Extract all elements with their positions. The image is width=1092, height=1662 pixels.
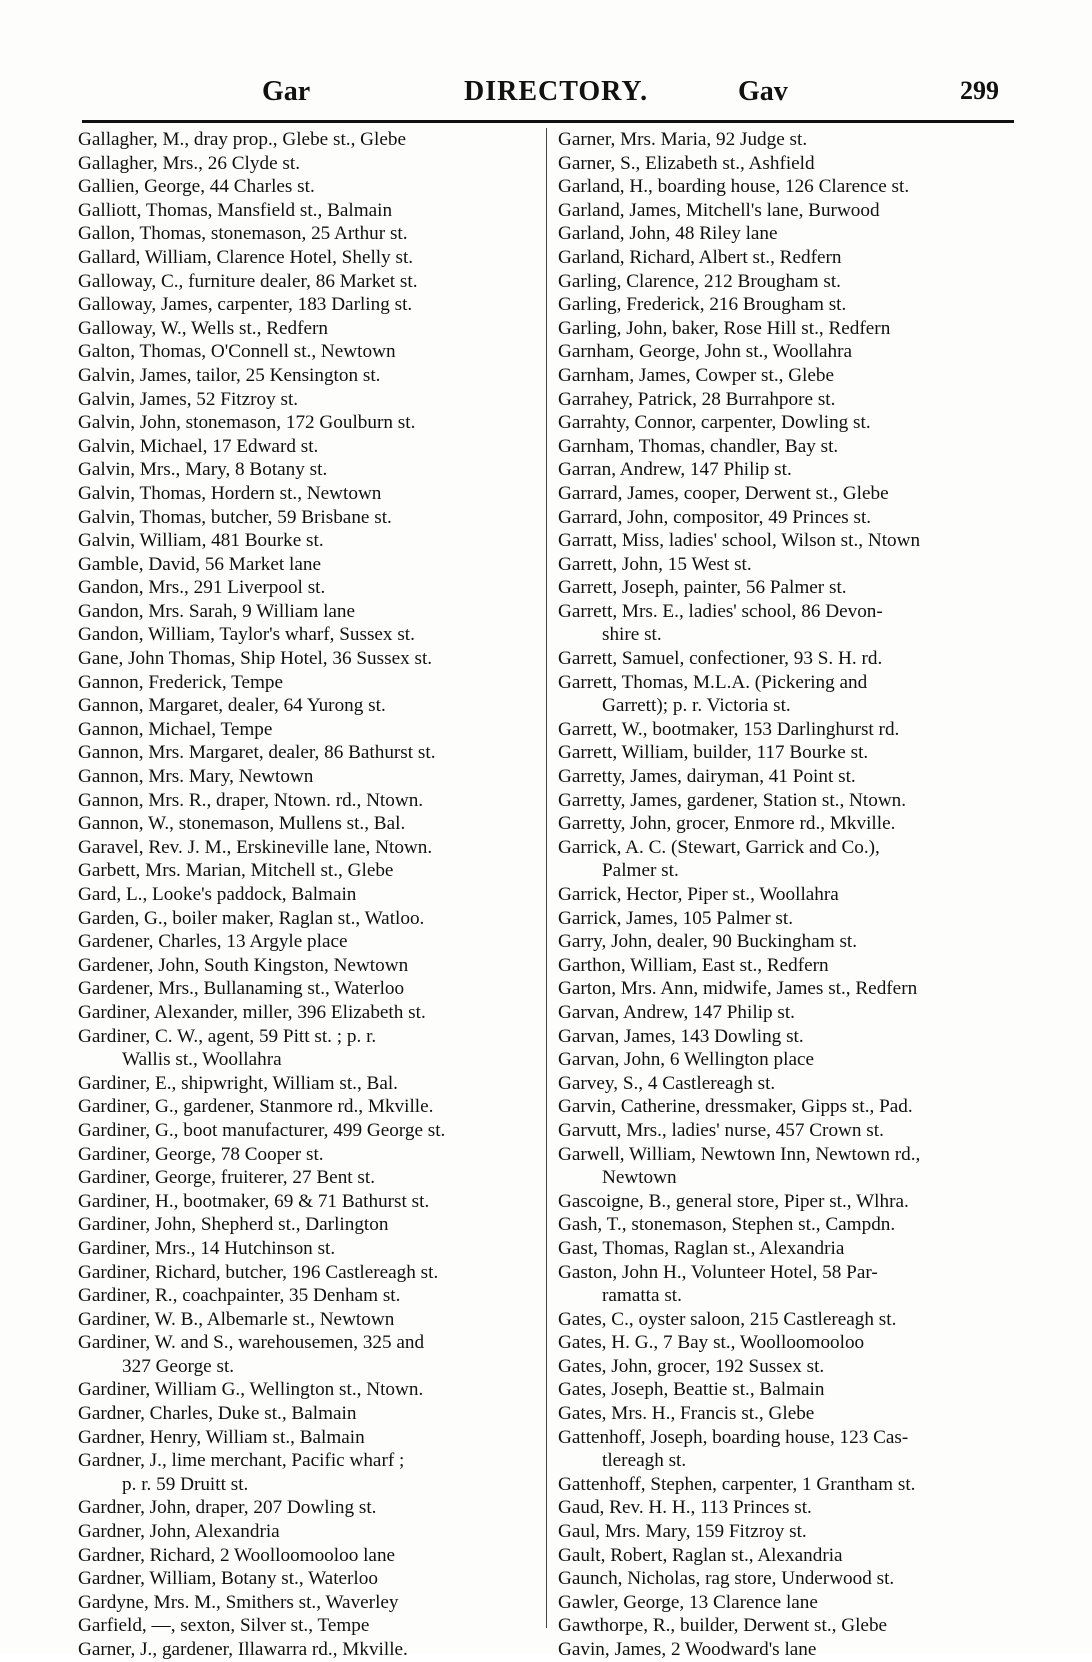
directory-entry: Garfield, —, sexton, Silver st., Tempe xyxy=(78,1615,370,1637)
directory-entry: Gates, John, grocer, 192 Sussex st. xyxy=(558,1355,825,1377)
directory-entry: Gardener, John, South Kingston, Newtown xyxy=(78,954,409,976)
directory-entry: Gaunch, Nicholas, rag store, Underwood st. xyxy=(558,1568,895,1590)
directory-entry: Gamble, David, 56 Market lane xyxy=(78,553,321,575)
directory-entry-continuation: shire st. xyxy=(602,624,662,646)
directory-entry: Garrick, A. C. (Stewart, Garrick and Co.), xyxy=(558,836,880,858)
directory-entry: Garrick, James, 105 Palmer st. xyxy=(558,907,793,929)
directory-entry: Gardiner, Mrs., 14 Hutchinson st. xyxy=(78,1237,336,1259)
directory-entry: Gavin, James, 2 Woodward's lane xyxy=(558,1639,817,1660)
directory-entry: Garvan, Andrew, 147 Philip st. xyxy=(558,1001,795,1023)
directory-entry: Garland, H., boarding house, 126 Clarence st. xyxy=(558,176,910,198)
directory-entry: Gaul, Mrs. Mary, 159 Fitzroy st. xyxy=(558,1521,807,1543)
directory-entry: Gardner, J., lime merchant, Pacific wharf ; xyxy=(78,1450,405,1472)
directory-entry: Gates, Joseph, Beattie st., Balmain xyxy=(558,1379,825,1401)
directory-entry: Garthon, William, East st., Redfern xyxy=(558,954,829,976)
page-number: 299 xyxy=(960,76,999,105)
left-column xyxy=(78,128,538,1662)
directory-entry: Garrett, Mrs. E., ladies' school, 86 Devon- xyxy=(558,600,883,622)
directory-entry: Gannon, Margaret, dealer, 64 Yurong st. xyxy=(78,695,386,717)
directory-entry: Gannon, Mrs. R., draper, Ntown. rd., Ntown. xyxy=(78,789,424,811)
directory-entry: Gawler, George, 13 Clarence lane xyxy=(558,1591,818,1613)
directory-entry: Garrett, Samuel, confectioner, 93 S. H. rd. xyxy=(558,648,883,670)
directory-entry: Gardner, Charles, Duke st., Balmain xyxy=(78,1403,357,1425)
header-left-guide-word: Gar xyxy=(262,76,311,107)
directory-entry: Gardner, William, Botany st., Waterloo xyxy=(78,1568,378,1590)
directory-entry: Gardiner, G., gardener, Stanmore rd., Mkville. xyxy=(78,1096,434,1118)
header-title: DIRECTORY. xyxy=(464,76,649,107)
directory-entry: Garretty, John, grocer, Enmore rd., Mkville. xyxy=(558,813,896,835)
directory-entry: Galvin, Michael, 17 Edward st. xyxy=(78,435,319,457)
directory-entry: Garretty, James, dairyman, 41 Point st. xyxy=(558,766,856,788)
directory-entry: Garrett, William, builder, 117 Bourke st. xyxy=(558,742,869,764)
directory-entry: Gane, John Thomas, Ship Hotel, 36 Sussex st. xyxy=(78,648,433,670)
directory-entry-continuation: ramatta st. xyxy=(602,1285,682,1307)
directory-entry: Gardiner, Alexander, miller, 396 Elizabeth st. xyxy=(78,1001,426,1023)
directory-entry: Gardyne, Mrs. M., Smithers st., Waverley xyxy=(78,1591,399,1613)
directory-entry: Gardiner, John, Shepherd st., Darlington xyxy=(78,1214,389,1236)
directory-entry: Gardner, Henry, William st., Balmain xyxy=(78,1426,365,1448)
directory-entry-continuation: Palmer st. xyxy=(602,860,679,882)
directory-entry: Garrett, Thomas, M.L.A. (Pickering and xyxy=(558,671,868,693)
directory-entry: Galloway, James, carpenter, 183 Darling st. xyxy=(78,294,413,316)
page-header xyxy=(0,76,1092,118)
directory-entry-continuation: 327 George st. xyxy=(122,1355,235,1377)
directory-entry: Garratt, Miss, ladies' school, Wilson st., Ntown xyxy=(558,530,921,552)
directory-entry: Garling, Clarence, 212 Brougham st. xyxy=(558,270,841,292)
directory-entry: Galliott, Thomas, Mansfield st., Balmain xyxy=(78,199,393,221)
directory-entry: Galvin, William, 481 Bourke st. xyxy=(78,530,324,552)
directory-entry: Garnham, James, Cowper st., Glebe xyxy=(558,364,835,386)
directory-entry: Gallien, George, 44 Charles st. xyxy=(78,176,315,198)
directory-entry: Garner, S., Elizabeth st., Ashfield xyxy=(558,152,815,174)
directory-entry: Garland, James, Mitchell's lane, Burwood xyxy=(558,199,880,221)
directory-entry: Gardner, John, Alexandria xyxy=(78,1521,280,1543)
directory-entry: Gardiner, Richard, butcher, 196 Castlereagh st. xyxy=(78,1261,439,1283)
directory-entry: Gallon, Thomas, stonemason, 25 Arthur st. xyxy=(78,223,408,245)
directory-entry: Garretty, James, gardener, Station st., Ntown. xyxy=(558,789,907,811)
directory-entry: Gash, T., stonemason, Stephen st., Campdn. xyxy=(558,1214,896,1236)
directory-entry: Gardiner, G., boot manufacturer, 499 George st. xyxy=(78,1119,446,1141)
directory-entry: Garbett, Mrs. Marian, Mitchell st., Glebe xyxy=(78,860,394,882)
directory-entry-continuation: Newtown xyxy=(602,1167,677,1189)
directory-entry: Gattenhoff, Joseph, boarding house, 123 Cas- xyxy=(558,1426,909,1448)
directory-entry: Gallagher, M., dray prop., Glebe st., Glebe xyxy=(78,129,406,150)
directory-entry: Gawthorpe, R., builder, Derwent st., Glebe xyxy=(558,1615,888,1637)
directory-entry: Garton, Mrs. Ann, midwife, James st., Redfern xyxy=(558,978,918,1000)
directory-entry: Garnham, Thomas, chandler, Bay st. xyxy=(558,435,839,457)
directory-entry: Gannon, Frederick, Tempe xyxy=(78,671,284,693)
directory-entry: Galloway, C., furniture dealer, 86 Market st. xyxy=(78,270,418,292)
directory-entry: Garland, Richard, Albert st., Redfern xyxy=(558,246,842,268)
directory-entry: Gaud, Rev. H. H., 113 Princes st. xyxy=(558,1497,812,1519)
directory-entry: Gascoigne, B., general store, Piper st., Wlhra. xyxy=(558,1190,909,1212)
column-divider xyxy=(546,128,547,1628)
directory-entry: Gardener, Charles, 13 Argyle place xyxy=(78,931,348,953)
directory-entry: Gardiner, George, 78 Cooper st. xyxy=(78,1143,324,1165)
directory-entry: Garvin, Catherine, dressmaker, Gipps st., Pad. xyxy=(558,1096,913,1118)
header-rule xyxy=(82,120,1014,123)
directory-entry: Galvin, Thomas, Hordern st., Newtown xyxy=(78,482,382,504)
directory-entry: Gandon, Mrs. Sarah, 9 William lane xyxy=(78,600,356,622)
directory-entry: Gardener, Mrs., Bullanaming st., Waterloo xyxy=(78,978,405,1000)
directory-entry: Garnham, George, John st., Woollahra xyxy=(558,341,853,363)
right-column xyxy=(558,128,1018,1662)
directory-entry: Garner, Mrs. Maria, 92 Judge st. xyxy=(558,129,808,150)
directory-entry: Garwell, William, Newtown Inn, Newtown rd., xyxy=(558,1143,921,1165)
directory-entry: Garvutt, Mrs., ladies' nurse, 457 Crown st. xyxy=(558,1119,884,1141)
directory-entry: Galvin, John, stonemason, 172 Goulburn st. xyxy=(78,412,416,434)
directory-entry: Galvin, James, tailor, 25 Kensington st. xyxy=(78,364,381,386)
directory-entry: Gallard, William, Clarence Hotel, Shelly st. xyxy=(78,246,414,268)
directory-entry: Gardiner, W. and S., warehousemen, 325 and xyxy=(78,1332,425,1354)
directory-entry: Garland, John, 48 Riley lane xyxy=(558,223,778,245)
directory-entry: Gardiner, E., shipwright, William st., Bal. xyxy=(78,1072,398,1094)
directory-entry: Gault, Robert, Raglan st., Alexandria xyxy=(558,1544,843,1566)
directory-entry: Garner, J., gardener, Illawarra rd., Mkville. xyxy=(78,1639,408,1660)
directory-entry: Garling, John, baker, Rose Hill st., Redfern xyxy=(558,317,891,339)
directory-entry: Gardiner, W. B., Albemarle st., Newtown xyxy=(78,1308,395,1330)
directory-entry: Garry, John, dealer, 90 Buckingham st. xyxy=(558,931,858,953)
directory-entry: Garrett, John, 15 West st. xyxy=(558,553,752,575)
directory-entry-continuation: Wallis st., Woollahra xyxy=(122,1049,282,1071)
directory-entry: Gannon, Michael, Tempe xyxy=(78,718,273,740)
directory-entry: Gallagher, Mrs., 26 Clyde st. xyxy=(78,152,300,174)
header-right-guide-word: Gav xyxy=(738,76,788,107)
directory-entry: Gattenhoff, Stephen, carpenter, 1 Grantham st. xyxy=(558,1473,916,1495)
directory-entry: Galton, Thomas, O'Connell st., Newtown xyxy=(78,341,396,363)
directory-entry: Gaston, John H., Volunteer Hotel, 58 Par- xyxy=(558,1261,878,1283)
directory-entry: Gast, Thomas, Raglan st., Alexandria xyxy=(558,1237,845,1259)
directory-entry: Garrahey, Patrick, 28 Burrahpore st. xyxy=(558,388,836,410)
directory-entry: Garrard, John, compositor, 49 Princes st. xyxy=(558,506,872,528)
directory-entry: Galloway, W., Wells st., Redfern xyxy=(78,317,328,339)
directory-entry: Gannon, Mrs. Mary, Newtown xyxy=(78,766,314,788)
directory-entry: Gates, Mrs. H., Francis st., Glebe xyxy=(558,1403,815,1425)
directory-entry: Gardner, Richard, 2 Woolloomooloo lane xyxy=(78,1544,396,1566)
directory-entry: Gates, C., oyster saloon, 215 Castlereagh st. xyxy=(558,1308,897,1330)
directory-entry: Gates, H. G., 7 Bay st., Woolloomooloo xyxy=(558,1332,865,1354)
directory-entry: Garrett, Joseph, painter, 56 Palmer st. xyxy=(558,577,847,599)
directory-entry: Garran, Andrew, 147 Philip st. xyxy=(558,459,792,481)
directory-entry: Gannon, W., stonemason, Mullens st., Bal. xyxy=(78,813,406,835)
directory-entry: Gardiner, H., bootmaker, 69 & 71 Bathurst st. xyxy=(78,1190,430,1212)
directory-entry: Garvey, S., 4 Castlereagh st. xyxy=(558,1072,776,1094)
directory-entry: Garrard, James, cooper, Derwent st., Glebe xyxy=(558,482,889,504)
directory-entry-continuation: Garrett); p. r. Victoria st. xyxy=(602,695,791,717)
directory-entry: Gardiner, C. W., agent, 59 Pitt st. ; p. r. xyxy=(78,1025,377,1047)
directory-entry: Gandon, William, Taylor's wharf, Sussex st. xyxy=(78,624,415,646)
directory-entry-continuation: tlereagh st. xyxy=(602,1450,687,1472)
directory-entry: Garvan, James, 143 Dowling st. xyxy=(558,1025,804,1047)
directory-entry: Garvan, John, 6 Wellington place xyxy=(558,1049,815,1071)
directory-entry: Galvin, Thomas, butcher, 59 Brisbane st. xyxy=(78,506,392,528)
directory-entry: Galvin, Mrs., Mary, 8 Botany st. xyxy=(78,459,328,481)
directory-entry: Gardiner, George, fruiterer, 27 Bent st. xyxy=(78,1167,376,1189)
directory-entry: Garrick, Hector, Piper st., Woollahra xyxy=(558,884,839,905)
directory-entry: Garden, G., boiler maker, Raglan st., Watloo. xyxy=(78,907,425,929)
directory-entry-continuation: p. r. 59 Druitt st. xyxy=(122,1473,249,1495)
directory-entry: Garavel, Rev. J. M., Erskineville lane, Ntown. xyxy=(78,836,433,858)
directory-entry: Gardiner, William G., Wellington st., Ntown. xyxy=(78,1379,424,1401)
directory-entry: Gard, L., Looke's paddock, Balmain xyxy=(78,884,357,905)
directory-entry: Galvin, James, 52 Fitzroy st. xyxy=(78,388,299,410)
directory-entry: Gardiner, R., coachpainter, 35 Denham st. xyxy=(78,1285,401,1307)
directory-entry: Gandon, Mrs., 291 Liverpool st. xyxy=(78,577,326,599)
directory-entry: Garrahty, Connor, carpenter, Dowling st. xyxy=(558,412,871,434)
directory-entry: Garrett, W., bootmaker, 153 Darlinghurst rd. xyxy=(558,718,900,740)
directory-entry: Garling, Frederick, 216 Brougham st. xyxy=(558,294,847,316)
directory-entry: Gardner, John, draper, 207 Dowling st. xyxy=(78,1497,377,1519)
directory-entry: Gannon, Mrs. Margaret, dealer, 86 Bathurst st. xyxy=(78,742,436,764)
